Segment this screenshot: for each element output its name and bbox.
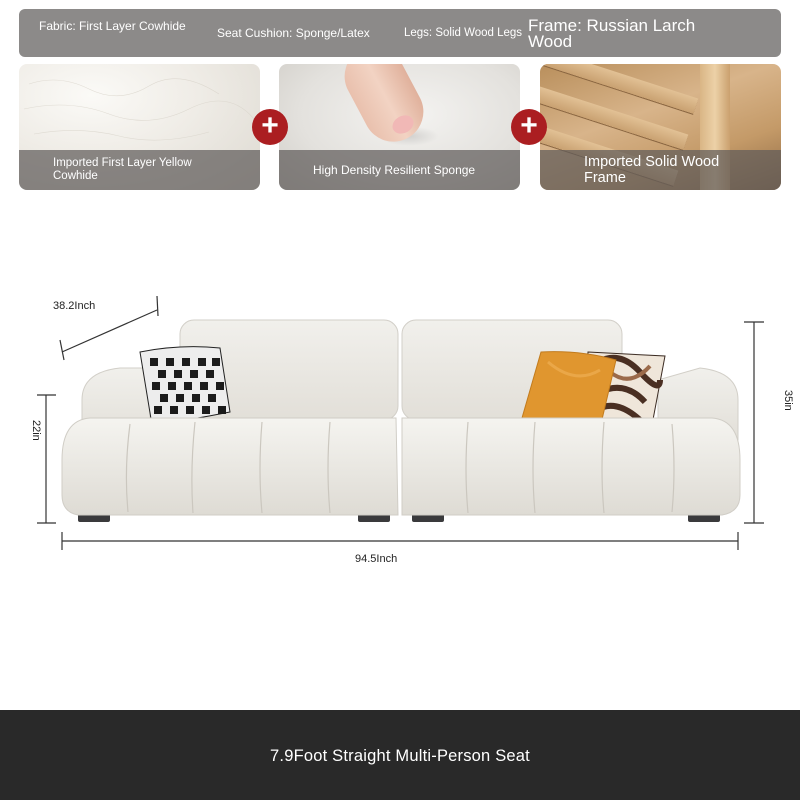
sofa-seat-cushions: [62, 418, 740, 515]
plus-icon: +: [252, 109, 288, 145]
pillow-houndstooth: [140, 347, 230, 425]
dimension-seat-height-label: 22in: [30, 420, 42, 441]
spec-frame: Frame: Russian Larch Wood: [528, 16, 696, 51]
feature-caption-text: Imported Solid Wood Frame: [584, 154, 720, 186]
dimension-total-height-label: 35in: [782, 390, 794, 411]
spec-seat-cushion: Seat Cushion: Sponge/Latex: [217, 26, 370, 40]
dimension-depth-label: 38.2Inch: [53, 300, 96, 312]
plus-icon: +: [511, 109, 547, 145]
spec-legs: Legs: Solid Wood Legs: [404, 27, 523, 39]
banner-title: 7.9Foot Straight Multi-Person Seat: [270, 747, 530, 765]
feature-caption-text: Imported First Layer Yellow Cowhide: [53, 157, 192, 182]
feature-caption-text: High Density Resilient Sponge: [313, 163, 476, 177]
spec-fabric: Fabric: First Layer Cowhide: [39, 19, 186, 33]
bottom-banner: [0, 710, 800, 800]
dimension-width-label: 94.5Inch: [355, 553, 398, 565]
